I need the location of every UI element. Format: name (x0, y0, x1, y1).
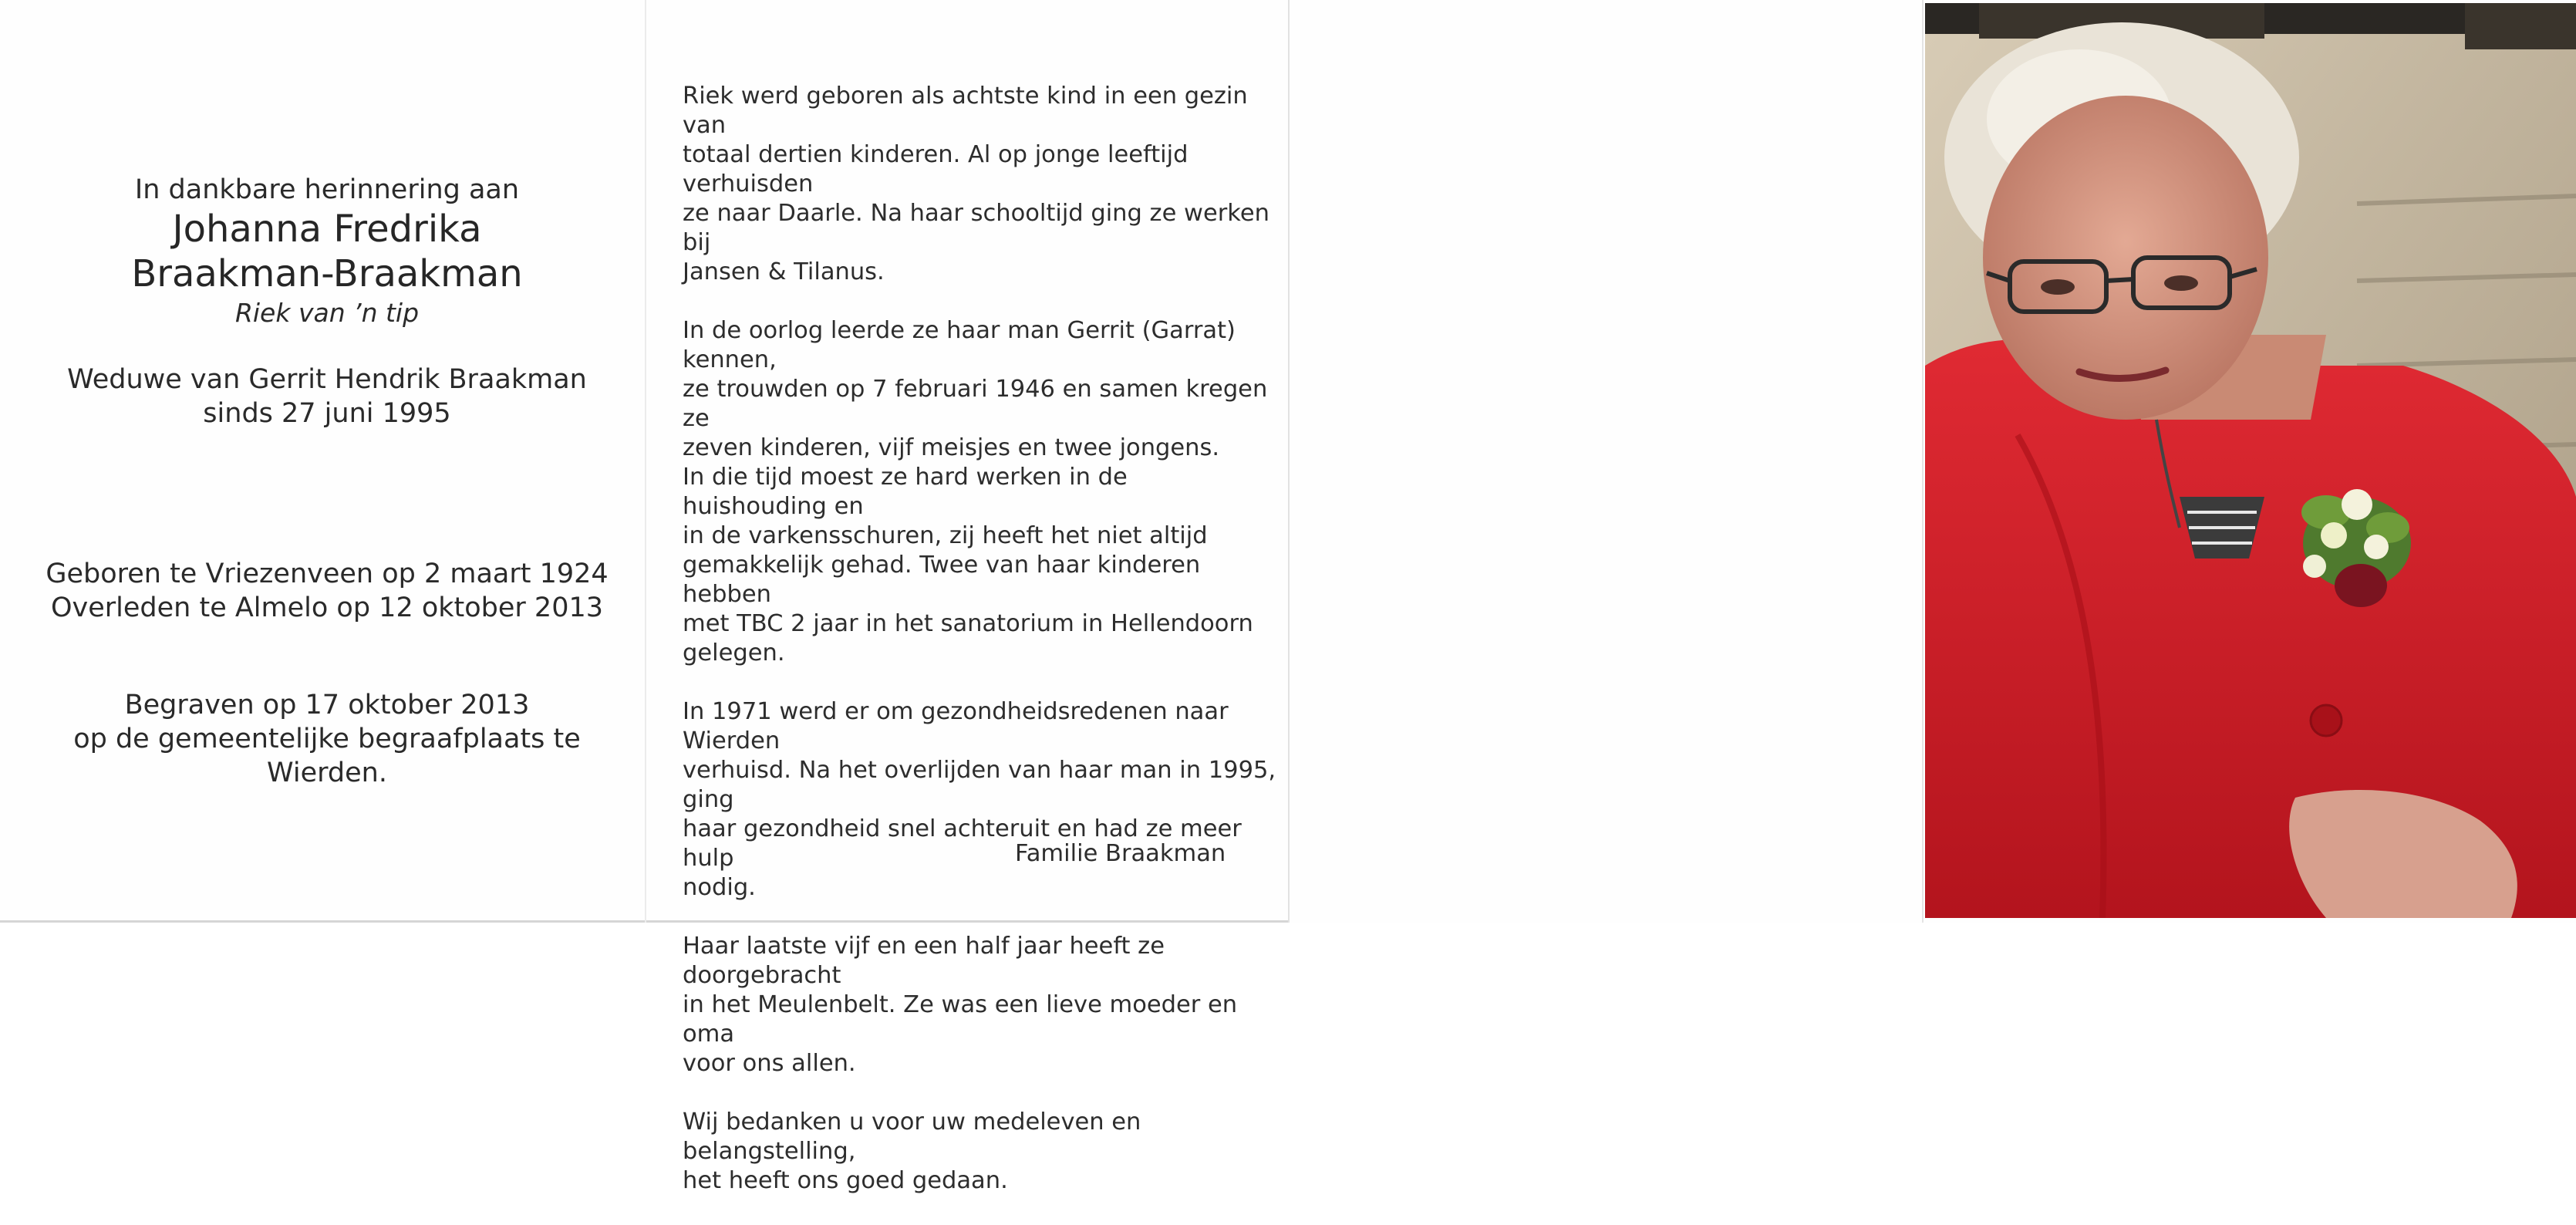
eye-left (2041, 279, 2075, 295)
story-paragraph: In 1971 werd er om gezondheidsredenen naar Wierden verhuisd. Na het overlijden van haar man in 1995, ging haar gezondheid snel achteruit en had ze meer hulp nodig. (683, 698, 1276, 901)
portrait-illustration (1925, 3, 2576, 918)
story-paragraph: Riek werd geboren als achtste kind in een gezin van totaal dertien kinderen. Al op jonge leeftijd verhuisden ze naar Daarle. Na haar schooltijd ging ze werken bij Jansen & Tilanus. (683, 83, 1269, 285)
story-paragraph: In de oorlog leerde ze haar man Gerrit (Garrat) kennen, ze trouwden op 7 februari 1946 en samen kregen ze zeven kinderen, vijf meisjes en twee jongens. In die tijd moest ze hard werken in de huishouding en in de varkensschuren, zij heeft het niet altijd gemakkelijk gehad. Twee van haar kinderen hebben met TBC 2 jaar in het sanatorium in Hellendoorn gelegen. (683, 317, 1268, 666)
wall-frame (2465, 3, 2576, 49)
deceased-nickname: Riek van ’n tip (234, 298, 420, 328)
birth-line: Geboren te Vriezenveen op 2 maart 1924 (46, 559, 609, 589)
fold-line (645, 0, 646, 923)
face (1983, 96, 2268, 420)
deceased-header (31, 173, 623, 330)
life-dates (31, 557, 623, 625)
deceased-name-first: Johanna Fredrika (172, 208, 482, 251)
widow-info (31, 363, 623, 430)
story-paragraph: Wij bedanken u voor uw medeleven en belangstelling, het heeft ons goed gedaan. (683, 1109, 1141, 1194)
card-inside-spread (0, 0, 1290, 1194)
dedication-text: In dankbare herinnering aan (134, 174, 520, 205)
deceased-name-last: Braakman-Braakman (131, 252, 523, 295)
story-paragraph: Haar laatste vijf en een half jaar heeft ze doorgebracht in het Meulenbelt. Ze was een lieve moeder en oma voor ons allen. (683, 933, 1238, 1077)
jacket-button (2311, 705, 2342, 736)
death-line: Overleden te Almelo op 12 oktober 2013 (50, 592, 603, 623)
widow-line: Weduwe van Gerrit Hendrik Braakman (67, 364, 587, 395)
portrait-photo (1925, 3, 2576, 918)
burial-date-line: Begraven op 17 oktober 2013 (124, 690, 530, 720)
fold-line (1922, 0, 1924, 923)
widow-since-line: sinds 27 juni 1995 (203, 398, 451, 429)
eye-right (2164, 275, 2198, 291)
family-signature: Familie Braakman (1015, 840, 1226, 867)
life-story (683, 82, 1276, 1225)
burial-info (31, 688, 623, 790)
burial-place-line: op de gemeentelijke begraafplaats te Wierden. (73, 724, 581, 788)
